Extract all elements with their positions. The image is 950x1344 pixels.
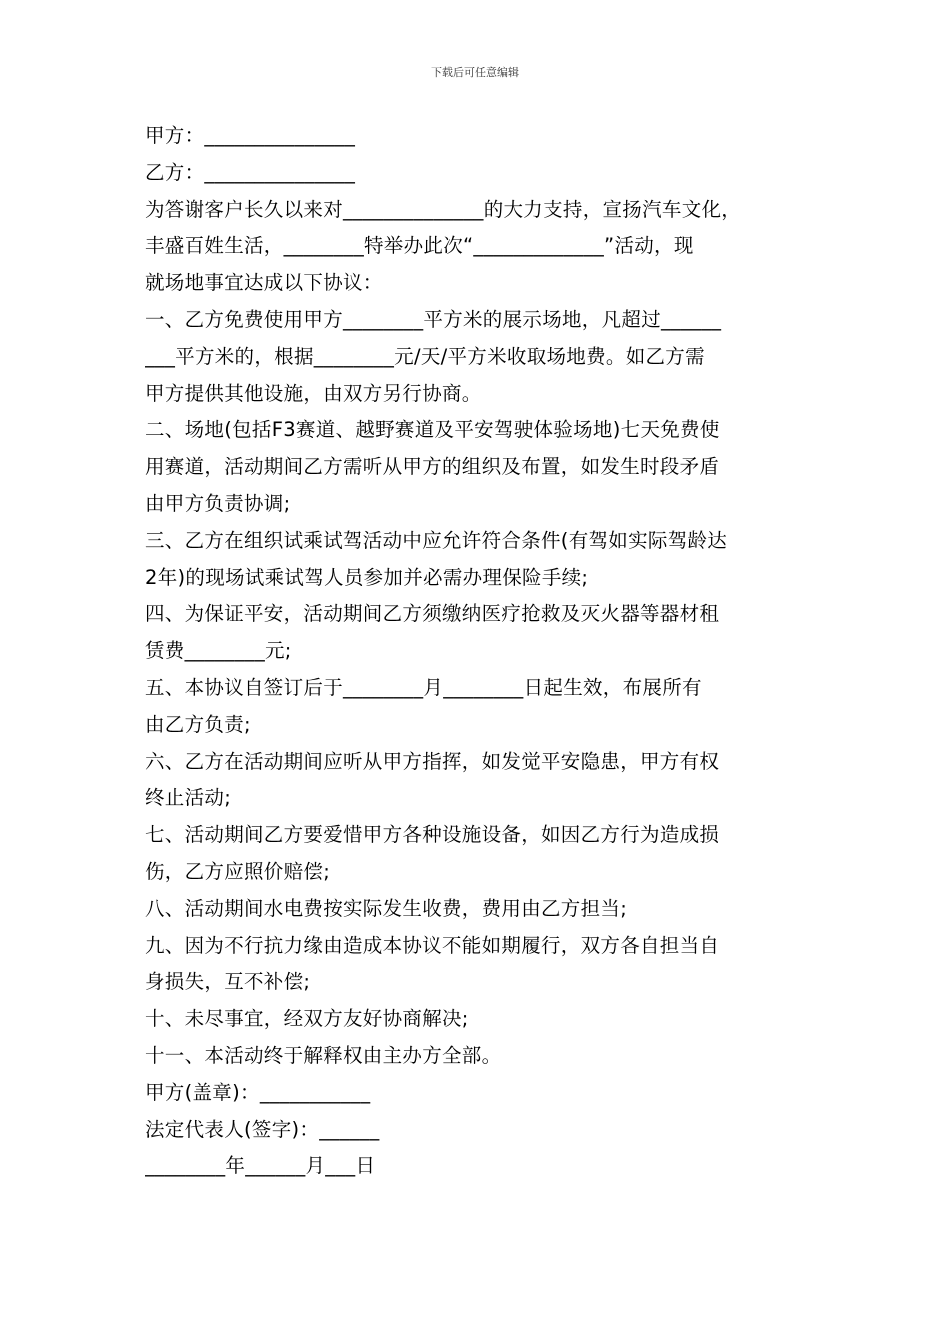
clause-5-line-2: 由乙方负责; [145, 712, 251, 736]
clause-4-line-1: 四、为保证平安，活动期间乙方须缴纳医疗抢救及灭火器等器材租 [145, 602, 720, 626]
preamble-line-2: 丰盛百姓生活，________特举办此次“_____________”活动，现 [145, 234, 694, 258]
clause-5-line-1: 五、本协议自签订后于________月________日起生效，布展所有 [145, 675, 702, 699]
clause-9-line-1: 九、因为不行抗力缘由造成本协议不能如期履行，双方各自担当自 [145, 933, 720, 957]
clause-2-line-3: 由甲方负责协调; [145, 491, 291, 515]
page-header-note: 下载后可任意编辑 [431, 66, 519, 79]
signature-date: ________年______月___日 [145, 1154, 376, 1178]
clause-2-line-1: 二、场地(包括F3赛道、越野赛道及平安驾驶体验场地)七天免费使 [145, 418, 720, 442]
party-b-line: 乙方：_______________ [145, 160, 356, 184]
clause-10-line-1: 十、未尽事宜，经双方友好协商解决; [145, 1007, 469, 1031]
clause-6-line-1: 六、乙方在活动期间应听从甲方指挥，如发觉平安隐患，甲方有权 [145, 749, 720, 773]
clause-9-line-2: 身损失，互不补偿; [145, 970, 311, 994]
clause-3-line-2: 2年)的现场试乘试驾人员参加并必需办理保险手续; [145, 565, 589, 589]
clause-7-line-1: 七、活动期间乙方要爱惜甲方各种设施设备，如因乙方行为造成损 [145, 823, 720, 847]
clause-3-line-1: 三、乙方在组织试乘试驾活动中应允许符合条件(有驾如实际驾龄达 [145, 528, 728, 552]
clause-11-line-1: 十一、本活动终于解释权由主办方全部。 [145, 1043, 502, 1067]
clause-7-line-2: 伤，乙方应照价赔偿; [145, 859, 331, 883]
clause-4-line-2: 赁费________元; [145, 639, 292, 663]
preamble-line-3: 就场地事宜达成以下协议： [145, 271, 383, 295]
clause-6-line-2: 终止活动; [145, 786, 232, 810]
party-a-line: 甲方：_______________ [145, 124, 356, 147]
clause-1-line-1: 一、乙方免费使用甲方________平方米的展示场地，凡超过______ [145, 307, 722, 331]
agreement-body [145, 118, 810, 1185]
signature-legal-representative: 法定代表人(签字)：______ [145, 1117, 380, 1141]
clause-2-line-2: 用赛道，活动期间乙方需听从甲方的组织及布置，如发生时段矛盾 [145, 455, 720, 479]
preamble-line-1: 为答谢客户长久以来对______________的大力支持，宣扬汽车文化， [145, 197, 742, 221]
clause-8-line-1: 八、活动期间水电费按实际发生收费，费用由乙方担当; [145, 896, 628, 920]
clause-1-line-2: ___平方米的，根据________元/天/平方米收取场地费。如乙方需 [145, 344, 705, 368]
signature-party-a-seal: 甲方(盖章)：___________ [145, 1080, 371, 1104]
clause-1-line-3: 甲方提供其他设施，由双方另行协商。 [145, 381, 482, 405]
